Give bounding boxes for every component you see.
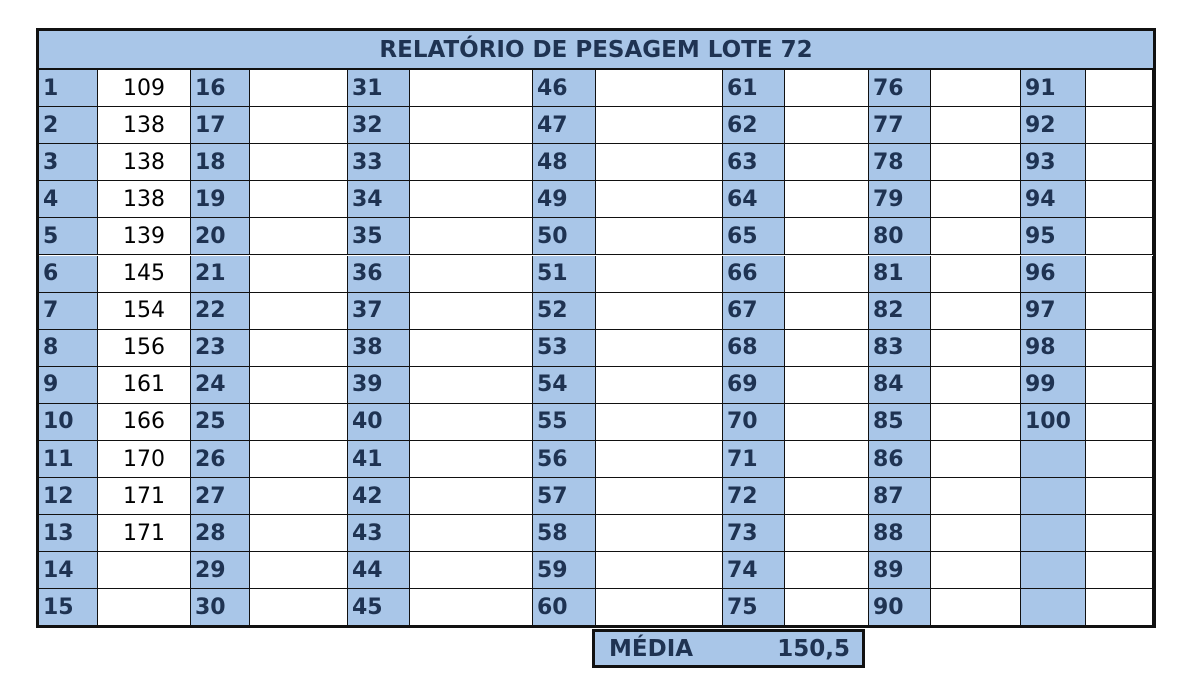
weight-value-cell (410, 589, 533, 626)
weight-value-cell (931, 404, 1021, 441)
weight-value-cell (250, 478, 348, 515)
weight-value-cell (250, 367, 348, 404)
weight-value-cell (785, 70, 869, 107)
row-number-11: 11 (39, 441, 98, 478)
row-number-empty (1021, 589, 1086, 626)
weight-value-cell (410, 293, 533, 330)
weight-value-cell (250, 70, 348, 107)
row-number-90: 90 (869, 589, 931, 626)
row-number-29: 29 (191, 552, 250, 589)
row-number-77: 77 (869, 107, 931, 144)
row-number-17: 17 (191, 107, 250, 144)
row-number-64: 64 (723, 181, 785, 218)
weight-value-cell (785, 478, 869, 515)
weight-value-cell (250, 293, 348, 330)
weight-value-cell (1086, 256, 1153, 293)
row-number-99: 99 (1021, 367, 1086, 404)
weight-value-cell: 138 (98, 181, 191, 218)
row-number-16: 16 (191, 70, 250, 107)
weight-value-cell (1086, 441, 1153, 478)
weight-value-cell (410, 441, 533, 478)
weight-value-cell (250, 441, 348, 478)
row-number-empty (1021, 515, 1086, 552)
row-number-93: 93 (1021, 144, 1086, 181)
weight-value-cell (596, 107, 723, 144)
row-number-49: 49 (533, 181, 596, 218)
weight-value-cell: 171 (98, 478, 191, 515)
row-number-59: 59 (533, 552, 596, 589)
row-number-20: 20 (191, 218, 250, 255)
row-number-65: 65 (723, 218, 785, 255)
weight-value-cell (1086, 107, 1153, 144)
row-number-96: 96 (1021, 256, 1086, 293)
weight-value-cell: 170 (98, 441, 191, 478)
row-number-83: 83 (869, 330, 931, 367)
weight-value-cell (931, 441, 1021, 478)
weight-value-cell (250, 144, 348, 181)
weight-value-cell (410, 256, 533, 293)
row-number-26: 26 (191, 441, 250, 478)
row-number-7: 7 (39, 293, 98, 330)
row-number-36: 36 (348, 256, 410, 293)
weight-value-cell (931, 256, 1021, 293)
row-number-80: 80 (869, 218, 931, 255)
row-number-22: 22 (191, 293, 250, 330)
row-number-84: 84 (869, 367, 931, 404)
weight-value-cell (410, 404, 533, 441)
row-number-55: 55 (533, 404, 596, 441)
weight-value-cell: 139 (98, 218, 191, 255)
weight-value-cell (410, 478, 533, 515)
row-number-72: 72 (723, 478, 785, 515)
row-number-82: 82 (869, 293, 931, 330)
weight-value-cell: 145 (98, 256, 191, 293)
weight-value-cell (931, 552, 1021, 589)
row-number-18: 18 (191, 144, 250, 181)
row-number-46: 46 (533, 70, 596, 107)
row-number-74: 74 (723, 552, 785, 589)
weight-value-cell (931, 107, 1021, 144)
weight-value-cell: 138 (98, 107, 191, 144)
weight-value-cell (931, 293, 1021, 330)
weight-value-cell (410, 218, 533, 255)
row-number-empty (1021, 441, 1086, 478)
row-number-3: 3 (39, 144, 98, 181)
weight-value-cell (931, 478, 1021, 515)
weight-value-cell (931, 181, 1021, 218)
row-number-1: 1 (39, 70, 98, 107)
weight-value-cell (1086, 218, 1153, 255)
weight-value-cell (596, 70, 723, 107)
average-value: 150,5 (777, 635, 850, 662)
row-number-44: 44 (348, 552, 410, 589)
row-number-25: 25 (191, 404, 250, 441)
weight-value-cell: 161 (98, 367, 191, 404)
weight-value-cell (931, 218, 1021, 255)
weight-value-cell (596, 293, 723, 330)
weighing-report-sheet (36, 28, 1156, 628)
row-number-85: 85 (869, 404, 931, 441)
weight-value-cell (596, 589, 723, 626)
weight-value-cell (785, 256, 869, 293)
weight-value-cell (785, 144, 869, 181)
row-number-88: 88 (869, 515, 931, 552)
row-number-95: 95 (1021, 218, 1086, 255)
row-number-31: 31 (348, 70, 410, 107)
row-number-60: 60 (533, 589, 596, 626)
weight-value-cell (1086, 144, 1153, 181)
row-number-58: 58 (533, 515, 596, 552)
weight-value-cell (596, 404, 723, 441)
row-number-8: 8 (39, 330, 98, 367)
weight-value-cell (596, 441, 723, 478)
weight-value-cell (1086, 478, 1153, 515)
row-number-71: 71 (723, 441, 785, 478)
weight-value-cell (785, 218, 869, 255)
weight-value-cell (785, 552, 869, 589)
row-number-56: 56 (533, 441, 596, 478)
weight-value-cell (596, 367, 723, 404)
row-number-89: 89 (869, 552, 931, 589)
weight-value-cell (410, 70, 533, 107)
row-number-23: 23 (191, 330, 250, 367)
row-number-27: 27 (191, 478, 250, 515)
row-number-92: 92 (1021, 107, 1086, 144)
weight-value-cell (1086, 330, 1153, 367)
row-number-67: 67 (723, 293, 785, 330)
row-number-32: 32 (348, 107, 410, 144)
weight-value-cell (1086, 367, 1153, 404)
row-number-38: 38 (348, 330, 410, 367)
weight-value-cell (1086, 181, 1153, 218)
row-number-50: 50 (533, 218, 596, 255)
row-number-empty (1021, 478, 1086, 515)
weight-value-cell (1086, 70, 1153, 107)
row-number-43: 43 (348, 515, 410, 552)
weight-value-cell (931, 589, 1021, 626)
row-number-41: 41 (348, 441, 410, 478)
weight-value-cell (596, 515, 723, 552)
row-number-53: 53 (533, 330, 596, 367)
row-number-45: 45 (348, 589, 410, 626)
row-number-21: 21 (191, 256, 250, 293)
weight-value-cell (98, 589, 191, 626)
weight-value-cell (410, 330, 533, 367)
row-number-57: 57 (533, 478, 596, 515)
row-number-15: 15 (39, 589, 98, 626)
row-number-9: 9 (39, 367, 98, 404)
row-number-66: 66 (723, 256, 785, 293)
row-number-19: 19 (191, 181, 250, 218)
row-number-6: 6 (39, 256, 98, 293)
weight-value-cell (1086, 552, 1153, 589)
weight-value-cell (785, 441, 869, 478)
weight-value-cell (785, 367, 869, 404)
weight-value-cell (596, 330, 723, 367)
row-number-86: 86 (869, 441, 931, 478)
row-number-2: 2 (39, 107, 98, 144)
weight-value-cell (250, 218, 348, 255)
weight-value-cell (596, 478, 723, 515)
row-number-68: 68 (723, 330, 785, 367)
weight-value-cell (1086, 589, 1153, 626)
weight-value-cell (250, 181, 348, 218)
row-number-70: 70 (723, 404, 785, 441)
weight-value-cell (250, 107, 348, 144)
weight-value-cell: 138 (98, 144, 191, 181)
row-number-79: 79 (869, 181, 931, 218)
row-number-34: 34 (348, 181, 410, 218)
row-number-76: 76 (869, 70, 931, 107)
row-number-33: 33 (348, 144, 410, 181)
weight-value-cell (931, 144, 1021, 181)
row-number-51: 51 (533, 256, 596, 293)
row-number-62: 62 (723, 107, 785, 144)
row-number-47: 47 (533, 107, 596, 144)
row-number-100: 100 (1021, 404, 1086, 441)
row-number-28: 28 (191, 515, 250, 552)
weight-value-cell (931, 70, 1021, 107)
weight-value-cell (250, 330, 348, 367)
weight-value-cell (250, 589, 348, 626)
row-number-14: 14 (39, 552, 98, 589)
row-number-42: 42 (348, 478, 410, 515)
weight-value-cell (410, 552, 533, 589)
row-number-4: 4 (39, 181, 98, 218)
weight-value-cell (596, 552, 723, 589)
row-number-98: 98 (1021, 330, 1086, 367)
weight-value-cell: 166 (98, 404, 191, 441)
weight-value-cell (785, 181, 869, 218)
row-number-48: 48 (533, 144, 596, 181)
row-number-35: 35 (348, 218, 410, 255)
weight-value-cell (250, 404, 348, 441)
row-number-91: 91 (1021, 70, 1086, 107)
row-number-61: 61 (723, 70, 785, 107)
weight-value-cell (410, 515, 533, 552)
weight-value-cell: 171 (98, 515, 191, 552)
row-number-97: 97 (1021, 293, 1086, 330)
row-number-12: 12 (39, 478, 98, 515)
weight-value-cell (931, 367, 1021, 404)
row-number-24: 24 (191, 367, 250, 404)
row-number-40: 40 (348, 404, 410, 441)
row-number-94: 94 (1021, 181, 1086, 218)
average-box (592, 629, 865, 668)
weight-value-cell: 156 (98, 330, 191, 367)
row-number-5: 5 (39, 218, 98, 255)
report-title: RELATÓRIO DE PESAGEM LOTE 72 (39, 31, 1153, 70)
row-number-63: 63 (723, 144, 785, 181)
weight-value-cell (250, 552, 348, 589)
row-number-empty (1021, 552, 1086, 589)
weight-value-cell (1086, 515, 1153, 552)
row-number-69: 69 (723, 367, 785, 404)
weight-value-cell (1086, 293, 1153, 330)
weight-value-cell (931, 330, 1021, 367)
weight-value-cell (785, 404, 869, 441)
weight-value-cell (785, 293, 869, 330)
weight-value-cell (785, 330, 869, 367)
average-label: MÉDIA (609, 635, 694, 662)
row-number-75: 75 (723, 589, 785, 626)
weight-value-cell (596, 181, 723, 218)
weight-value-cell (596, 144, 723, 181)
weight-value-cell (410, 107, 533, 144)
row-number-87: 87 (869, 478, 931, 515)
weight-value-cell (785, 515, 869, 552)
weight-value-cell (785, 589, 869, 626)
row-number-52: 52 (533, 293, 596, 330)
weight-value-cell (410, 144, 533, 181)
row-number-13: 13 (39, 515, 98, 552)
row-number-37: 37 (348, 293, 410, 330)
weight-value-cell: 154 (98, 293, 191, 330)
weight-value-cell (931, 515, 1021, 552)
row-number-73: 73 (723, 515, 785, 552)
weight-value-cell (596, 218, 723, 255)
row-number-39: 39 (348, 367, 410, 404)
weight-value-cell (250, 256, 348, 293)
weight-value-cell (1086, 404, 1153, 441)
weight-value-cell (98, 552, 191, 589)
weight-value-cell (785, 107, 869, 144)
row-number-10: 10 (39, 404, 98, 441)
row-number-78: 78 (869, 144, 931, 181)
weight-value-cell (596, 256, 723, 293)
row-number-54: 54 (533, 367, 596, 404)
weight-value-cell (250, 515, 348, 552)
weight-value-cell (410, 181, 533, 218)
weight-value-cell (410, 367, 533, 404)
row-number-81: 81 (869, 256, 931, 293)
row-number-30: 30 (191, 589, 250, 626)
weight-value-cell: 109 (98, 70, 191, 107)
